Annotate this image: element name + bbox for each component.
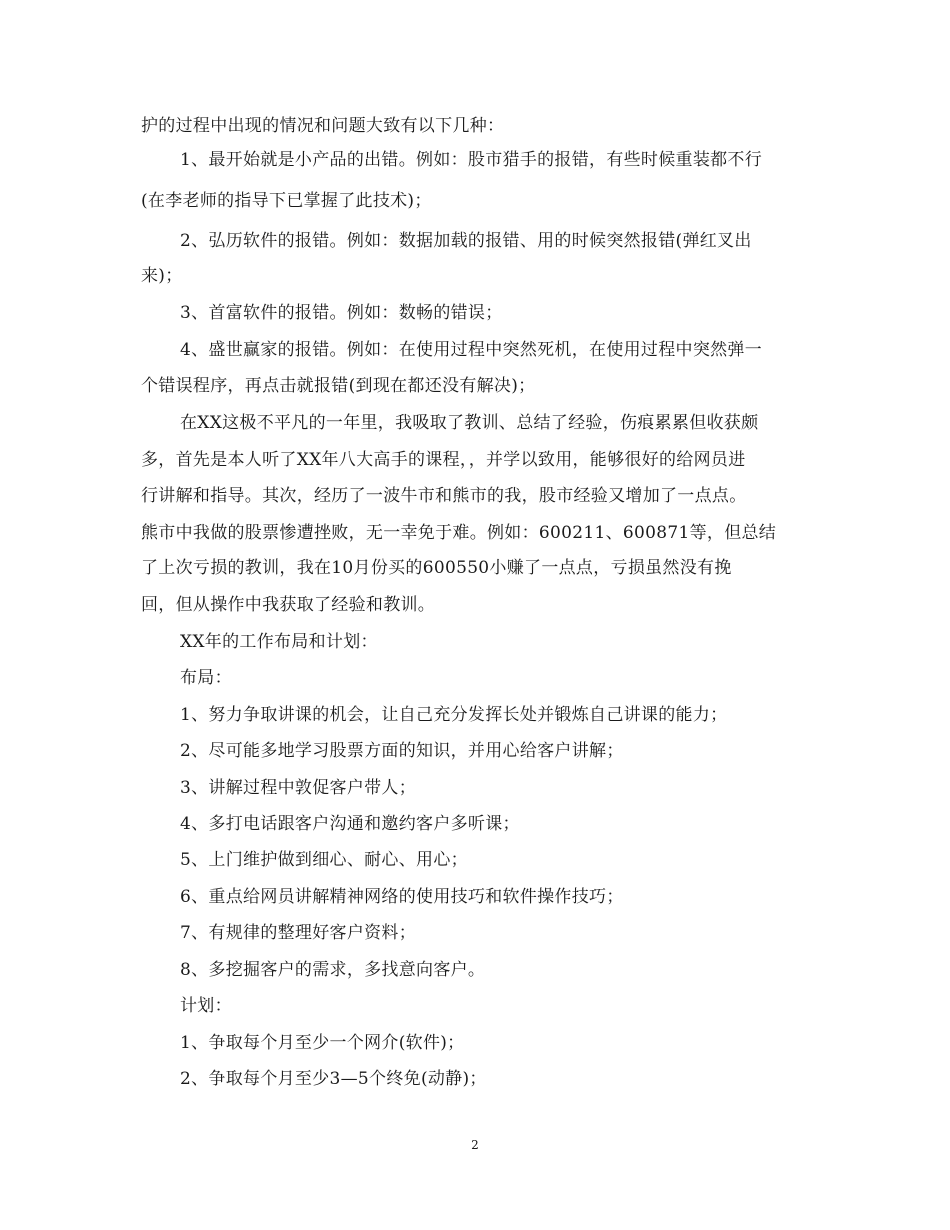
text-line: (在李老师的指导下已掌握了此技术)； xyxy=(141,191,432,211)
list-item: 6、重点给网员讲解精神网络的使用技巧和软件操作技巧； xyxy=(180,887,624,907)
list-item: 2、尽可能多地学习股票方面的知识，并用心给客户讲解； xyxy=(180,741,624,761)
page-number: 2 xyxy=(471,1138,479,1152)
list-item: 4、盛世赢家的报错。例如：在使用过程中突然死机，在使用过程中突然弹一 xyxy=(180,340,763,360)
paragraph-line: 在XX这极不平凡的一年里，我吸取了教训、总结了经验，伤痕累累但收获颇 xyxy=(180,413,759,433)
paragraph-line: 多，首先是本人听了XX年八大高手的课程，，并学以致用，能够很好的给网员进 xyxy=(141,450,746,470)
list-item: 5、上门维护做到细心、耐心、用心； xyxy=(180,850,468,870)
text-line: 来)； xyxy=(141,266,183,286)
list-item: 1、争取每个月至少一个网介(软件)； xyxy=(180,1033,465,1053)
text-line: 个错误程序，再点击就报错(到现在都还没有解决)； xyxy=(141,376,536,396)
section-heading: 布局： xyxy=(180,668,232,688)
list-item: 2、争取每个月至少3—5个终免(动静)； xyxy=(180,1069,487,1089)
list-item: 8、多挖掘客户的需求，多找意向客户。 xyxy=(180,960,486,980)
list-item: 7、有规律的整理好客户资料； xyxy=(180,923,417,943)
list-item: 1、努力争取讲课的机会，让自己充分发挥长处并锻炼自己讲课的能力； xyxy=(180,705,728,725)
list-item: 4、多打电话跟客户沟通和邀约客户多听课； xyxy=(180,814,520,834)
list-item: 3、首富软件的报错。例如：数畅的错误； xyxy=(180,303,503,323)
paragraph-line: 熊市中我做的股票惨遭挫败，无一幸免于难。例如：600211、600871等，但总结 xyxy=(141,523,777,543)
list-item: 2、弘历软件的报错。例如：数据加载的报错、用的时候突然报错(弹红叉出 xyxy=(180,231,752,251)
paragraph-line: 行讲解和指导。其次，经历了一波牛市和熊市的我，股市经验又增加了一点点。 xyxy=(141,486,747,506)
paragraph-line: 了上次亏损的教训，我在10月份买的600550小赚了一点点，亏损虽然没有挽 xyxy=(141,558,732,578)
section-heading: XX年的工作布局和计划： xyxy=(180,632,378,652)
text-line: 护的过程中出现的情况和问题大致有以下几种： xyxy=(141,116,505,136)
paragraph-line: 回，但从操作中我获取了经验和教训。 xyxy=(141,595,436,615)
list-item: 3、讲解过程中敦促客户带人； xyxy=(180,778,417,798)
list-item: 1、最开始就是小产品的出错。例如：股市猎手的报错，有些时候重装都不行 xyxy=(180,150,763,170)
section-heading: 计划： xyxy=(180,996,232,1016)
